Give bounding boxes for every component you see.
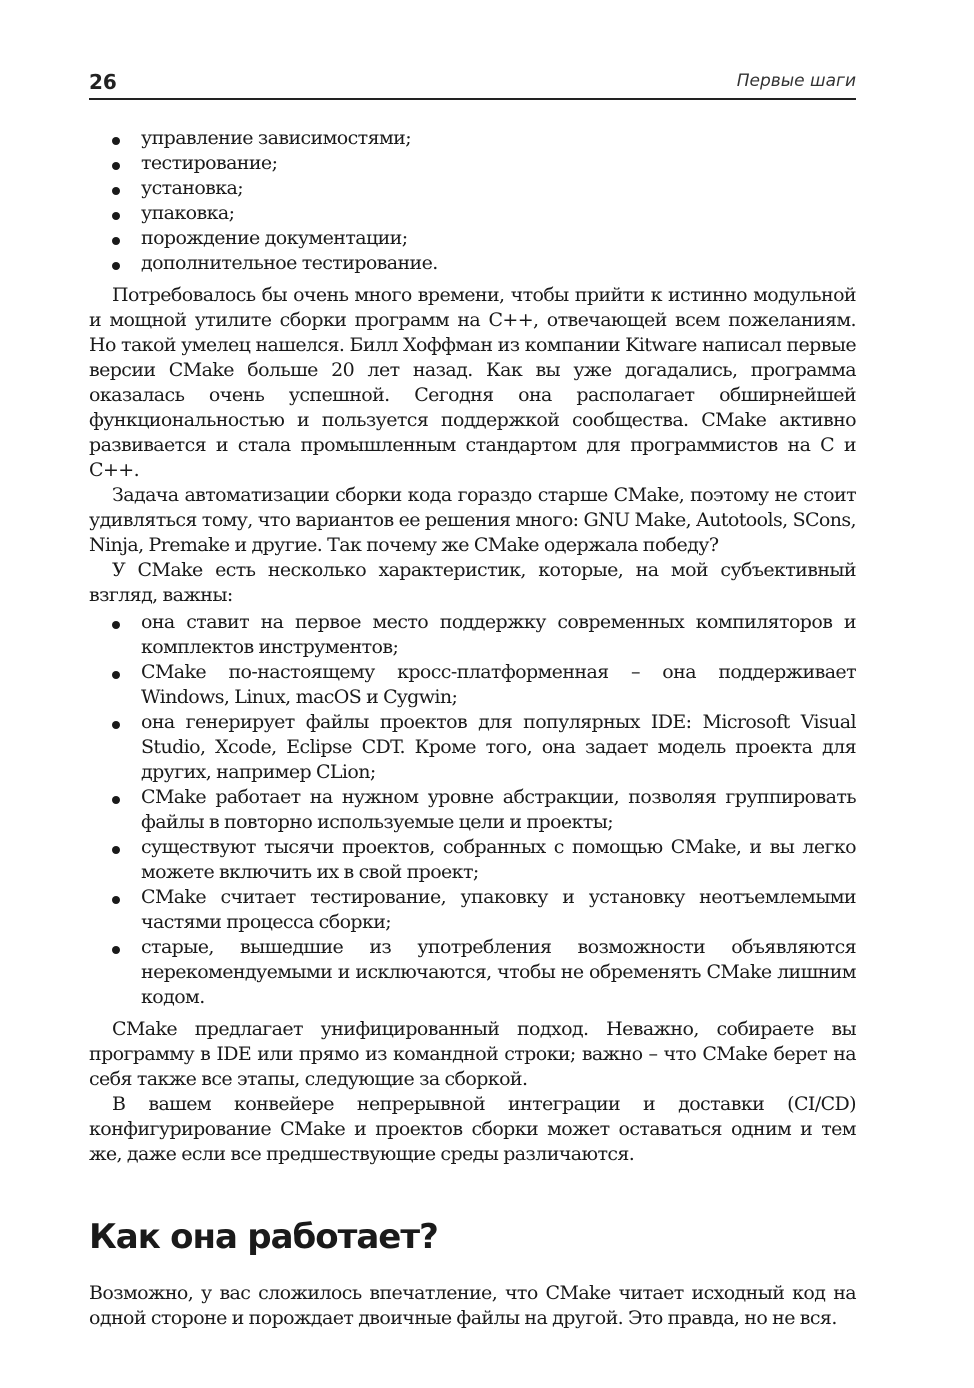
- section-heading: Как она работает?: [89, 1217, 438, 1257]
- bullet-icon: [112, 846, 120, 854]
- bullet-list-features: [89, 126, 856, 276]
- bullet-icon: [112, 162, 120, 170]
- list-item: [89, 935, 856, 1010]
- list-item: [89, 885, 856, 935]
- list-item-text: дополнительное тестирование.: [141, 252, 438, 274]
- running-title: Первые шаги: [736, 71, 856, 91]
- paragraph: Потребовалось бы очень много времени, чтобы прийти к истинно модульной и мощной утилите сборки программ на C++, отвечающей всем пожеланиям. Но такой умелец нашелся. Билл Хоффман из компании Kitware написал первые версии CMake больше 20 лет назад. Как вы уже догадались, программа оказалась очень успешной. Сегодня она располагает обширнейшей функциональностью и пользуется поддержкой сообщества. CMake активно развивается и стала промышленным стандартом для программистов на C и C++.: [89, 284, 856, 481]
- bullet-icon: [112, 721, 120, 729]
- bullet-icon: [112, 262, 120, 270]
- list-item-text: старые, вышедшие из употребления возможности объявляются нерекомендуемыми и исключаются, чтобы не обременять CMake лишним кодом.: [141, 936, 856, 1008]
- list-item: [89, 835, 856, 885]
- list-item: [89, 710, 856, 785]
- list-item-text: она ставит на первое место поддержку современных компиляторов и комплектов инструментов;: [141, 611, 856, 658]
- list-item: [89, 176, 856, 201]
- bullet-icon: [112, 946, 120, 954]
- list-item-text: она генерирует файлы проектов для популярных IDE: Microsoft Visual Studio, Xcode, Eclipse CDT. Кроме того, она задает модель проекта для других, например CLion;: [141, 711, 856, 783]
- bullet-icon: [112, 212, 120, 220]
- list-item-text: управление зависимостями;: [141, 127, 412, 149]
- bullet-icon: [112, 896, 120, 904]
- paragraph: У CMake есть несколько характеристик, которые, на мой субъективный взгляд, важны:: [89, 559, 856, 606]
- list-item: [89, 785, 856, 835]
- bullet-icon: [112, 187, 120, 195]
- list-item-text: тестирование;: [141, 152, 278, 174]
- page-number: 26: [89, 70, 117, 94]
- section-paragraph: Возможно, у вас сложилось впечатление, что CMake читает исходный код на одной стороне и порождает двоичные файлы на другой. Это правда, но не вся.: [89, 1282, 856, 1329]
- paragraph: CMake предлагает унифицированный подход. Неважно, собираете вы программу в IDE или прямо из командной строки; важно – что CMake берет на себя также все этапы, следующие за сборкой.: [89, 1018, 856, 1090]
- paragraph: В вашем конвейере непрерывной интеграции и доставки (CI/CD) конфигурирование CMake и проектов сборки может оставаться одним и тем же, даже если все предшествующие среды различаются.: [89, 1093, 856, 1165]
- bullet-icon: [112, 671, 120, 679]
- bullet-icon: [112, 621, 120, 629]
- bullet-icon: [112, 796, 120, 804]
- list-item: [89, 251, 856, 276]
- bullet-icon: [112, 237, 120, 245]
- list-item-text: существуют тысячи проектов, собранных с помощью CMake, и вы легко можете включить их в свой проект;: [141, 836, 856, 883]
- list-item-text: CMake по-настоящему кросс-платформенная – она поддерживает Windows, Linux, macOS и Cygwin;: [141, 661, 856, 708]
- list-item-text: порождение документации;: [141, 227, 408, 249]
- list-item-text: CMake работает на нужном уровне абстракции, позволяя группировать файлы в повторно используемые цели и проекты;: [141, 786, 856, 833]
- paragraph: Задача автоматизации сборки кода гораздо старше CMake, поэтому не стоит удивляться тому, что вариантов ее решения много: GNU Make, Autotools, SCons, Ninja, Premake и другие. Так почему же CMake одержала победу?: [89, 484, 856, 556]
- list-item: [89, 201, 856, 226]
- list-item: [89, 610, 856, 660]
- body-text: [89, 126, 856, 1331]
- list-item-text: упаковка;: [141, 202, 235, 224]
- list-item-text: установка;: [141, 177, 244, 199]
- bullet-icon: [112, 137, 120, 145]
- bullet-list-characteristics: [89, 610, 856, 1010]
- list-item: [89, 151, 856, 176]
- book-page: [89, 62, 856, 1331]
- list-item-text: CMake считает тестирование, упаковку и установку неотъемлемыми частями процесса сборки;: [141, 886, 856, 933]
- list-item: [89, 660, 856, 710]
- list-item: [89, 226, 856, 251]
- running-head: [89, 62, 856, 100]
- list-item: [89, 126, 856, 151]
